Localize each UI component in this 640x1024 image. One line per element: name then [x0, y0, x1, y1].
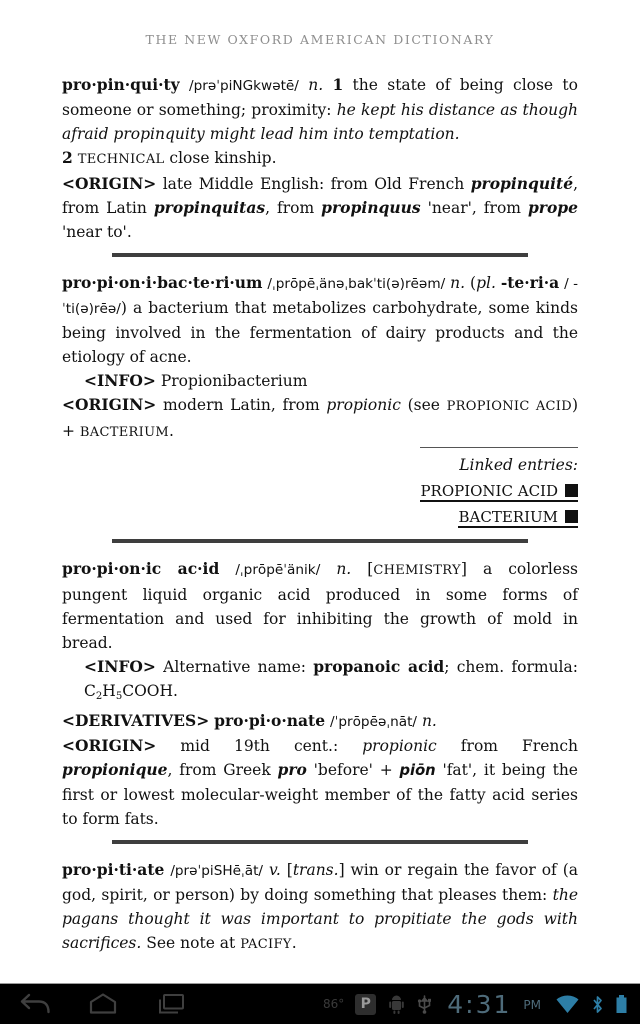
- wifi-icon: [555, 995, 580, 1014]
- android-robot-icon: [387, 994, 406, 1015]
- home-icon: [86, 991, 120, 1017]
- entry-propionibacterium: [62, 271, 578, 530]
- linked-entries-label: Linked entries:: [459, 456, 578, 474]
- entry-propinquity: [62, 73, 578, 244]
- battery-icon: [615, 994, 628, 1014]
- system-tray: [323, 990, 628, 1019]
- entry-info: <INFO> Propionibacterium: [84, 371, 308, 390]
- link-label[interactable]: BACTERIUM: [458, 508, 558, 526]
- clock-text: 4:31: [447, 989, 512, 1019]
- entry-divider: [112, 840, 528, 844]
- bluetooth-icon: [591, 995, 604, 1014]
- entry-headword-definition: pro·pi·ti·ate /prəˈpiSHēˌāt/ v. [trans.] win or regain the favor of (a god, spirit, or person) by doing something that pleases them: the pagans thought it was important to propitiate the gods with sacrifices. See note at PACIFY.: [62, 859, 578, 952]
- entry-divider: [112, 539, 528, 543]
- entry-sense-2: 2 TECHNICAL close kinship.: [62, 148, 277, 167]
- back-icon: [18, 991, 52, 1017]
- linked-entry-bacterium[interactable]: [62, 504, 578, 530]
- entry-origin: <ORIGIN> modern Latin, from propionic (see PROPIONIC ACID) + BACTERIUM.: [62, 395, 579, 440]
- back-button[interactable]: [18, 991, 52, 1017]
- usb-icon: [417, 994, 432, 1015]
- link-label[interactable]: PROPIONIC ACID: [420, 482, 558, 500]
- linked-entry-propionic-acid[interactable]: [62, 478, 578, 504]
- link-square-icon: [565, 484, 578, 497]
- recent-apps-icon: [154, 991, 188, 1017]
- entry-info: <INFO> Alternative name: propanoic acid; chem. formula: $C_2H_5COOH$.: [84, 657, 578, 702]
- entry-headword-definition: pro·pi·on·i·bac·te·ri·um /ˌprōpēˌänəˌbakˈti(ə)rēəm/ n. (pl. -te·ri·a / -ˈti(ə)rēə/) a bacterium that metabolizes carbohydrate, some kinds being involved in the fermentation of dairy products and the etiology of acne.: [62, 273, 578, 366]
- nav-buttons: [18, 991, 188, 1017]
- android-status-bar: [0, 983, 640, 1024]
- linked-entries-block: [62, 447, 578, 530]
- dictionary-title: THE NEW OXFORD AMERICAN DICTIONARY: [145, 32, 495, 47]
- entry-headword-definition: pro·pin·qui·ty /prəˈpiNGkwətē/ n. 1 the state of being close to someone or something; proximity: he kept his distance as though afraid propinquity might lead him into temptation.: [62, 75, 578, 143]
- temperature-text: 86°: [322, 997, 345, 1011]
- entry-origin: <ORIGIN> mid 19th cent.: propionic from French propionique, from Greek pro 'before' + piōn 'fat', it being the first or lowest molecular-weight member of the fatty acid series to form fats.: [62, 735, 579, 828]
- link-square-icon: [565, 510, 578, 523]
- entry-divider: [112, 253, 528, 257]
- clock-meridiem: PM: [523, 997, 541, 1012]
- entry-derivatives: <DERIVATIVES> pro·pi·o·nate /ˈprōpēəˌnāt/ n.: [62, 710, 437, 730]
- entry-headword-definition: pro·pi·on·ic ac·id /ˌprōpēˈänik/ n. [CHEMISTRY] a colorless pungent liquid organic acid produced in some forms of fermentation and used for inhibiting the growth of mold in bread.: [62, 559, 578, 652]
- entry-origin: <ORIGIN> late Middle English: from Old French propinquité, from Latin propinquitas, from propinquus 'near', from prope 'near to'.: [62, 174, 578, 241]
- linked-entries-divider: [420, 447, 578, 448]
- pandora-app-icon: P: [355, 994, 376, 1015]
- entry-propitiate: [62, 858, 578, 957]
- home-button[interactable]: [86, 991, 120, 1017]
- entry-propionic-acid: [62, 557, 578, 831]
- recent-apps-button[interactable]: [154, 991, 188, 1017]
